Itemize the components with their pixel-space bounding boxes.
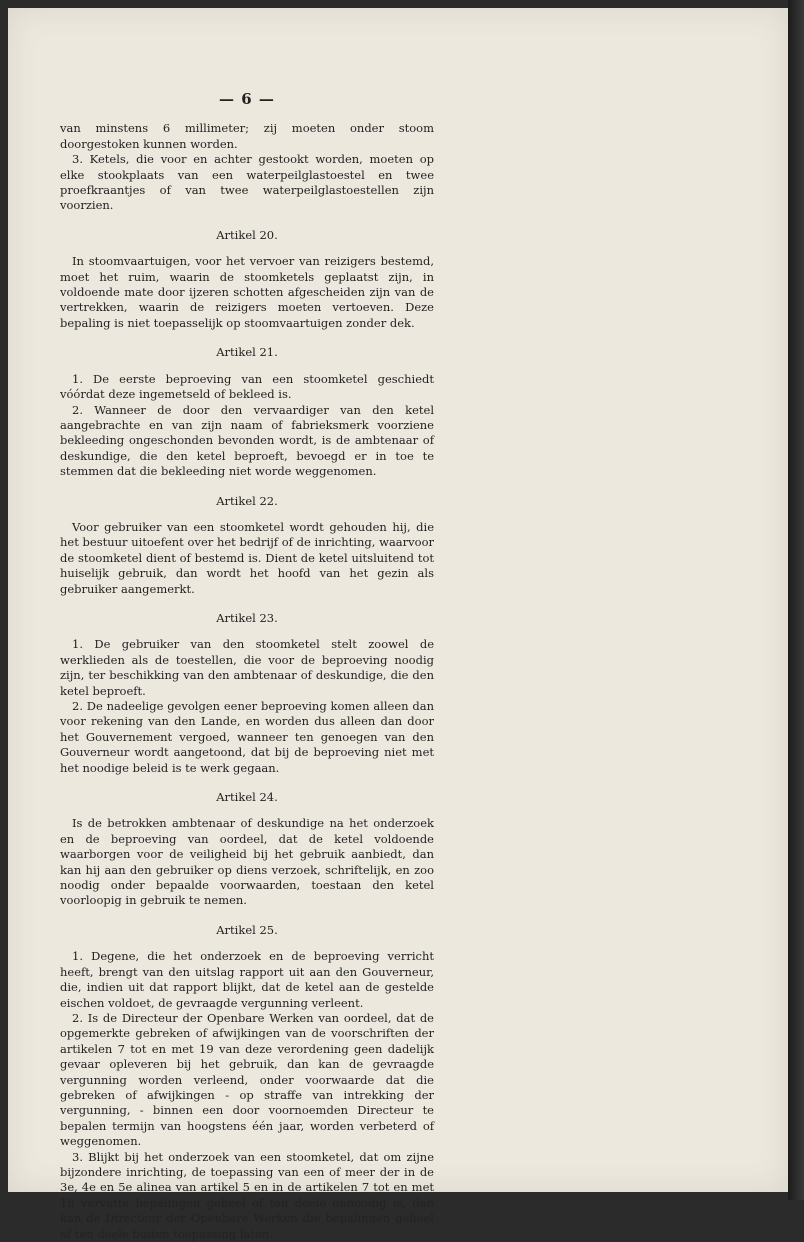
article-paragraph: 2. De nadeelige gevolgen eener beproeving komen alleen dan voor rekening van den Lande, en worden dus alleen dan door het Gouvernement vergoed, wanneer ten genoegen van den Gouverneur wordt aangetoond, dat bij de beproeving niet met het noodige beleid is te werk gegaan. (60, 699, 434, 775)
article-paragraph: 1. Degene, die het onderzoek en de beproeving verricht heeft, brengt van den uitslag rapport uit aan den Gouverneur, die, indien uit dat rapport blijkt, dat de ketel aan de gestelde eischen voldoet, de gevraagde vergunning verleent. (60, 949, 434, 1010)
article-paragraph: 2. Is de Directeur der Openbare Werken van oordeel, dat de opgemerkte gebreken of afwijkingen van de voorschriften der artikelen 7 tot en met 19 van deze verordening geen dadelijk gevaar opleveren bij het gebruik, dan kan de gevraagde vergunning worden verleend, onder voorwaarde dat die gebreken of afwijkingen - op straffe van intrekking der vergunning, - binnen een door voornoemden Directeur te bepalen termijn van hoogstens één jaar, worden verbeterd of weggenomen. (60, 1010, 434, 1149)
article-title: Artikel 24. (216, 790, 278, 805)
article-paragraph: In stoomvaartuigen, voor het vervoer van reizigers bestemd, moet het ruim, waarin de stoomketels geplaatst zijn, in voldoende mate door ijzeren schotten afgescheiden zijn van de vertrekken, waarin de reizigers moeten vertoeven. Deze bepaling is niet toepasselijk op stoomvaartuigen zonder dek. (60, 254, 434, 330)
article-paragraph: Voor gebruiker van een stoomketel wordt gehouden hij, die het bestuur uitoefent over het bedrijf of de inrichting, waarvoor de stoomketel dient of bestemd is. Dient de ketel uitsluitend tot huiselijk gebruik, dan wordt het hoofd van het gezin als gebruiker aangemerkt. (60, 519, 434, 596)
article-paragraph: 1. De eerste beproeving van een stoomketel geschiedt vóórdat deze ingemetseld of bekleed is. (60, 371, 434, 402)
article-title: Artikel 20. (216, 227, 278, 242)
article-title: Artikel 25. (216, 922, 278, 937)
intro-paragraph: van minstens 6 millimeter; zij moeten onder stoom doorgestoken kunnen worden. (60, 121, 434, 151)
page-number: — 6 — (219, 90, 275, 108)
intro-paragraph: 3. Ketels, die voor en achter gestookt worden, moeten op elke stookplaats van een waterpeilglastoestel en twee proefkraantjes of van twee waterpeilglastoestellen zijn voorzien. (60, 152, 434, 213)
document-page (8, 8, 788, 1241)
article-paragraph: Is de betrokken ambtenaar of deskundige na het onderzoek en de beproeving van oordeel, dat de ketel voldoende waarborgen voor de veiligheid bij het gebruik aanbiedt, dan kan hij aan den gebruiker op diens verzoek, schriftelijk, en zoo noodig onder bepaalde voorwaarden, toestaan den ketel voorloopig in gebruik te nemen. (60, 816, 434, 908)
article-paragraph: 2. Wanneer de door den vervaardiger van den ketel aangebrachte en van zijn naam of fabrieksmerk voorziene bekleeding ongeschonden bevonden wordt, is de ambtenaar of deskundige, die den ketel beproeft, bevoegd er in toe te stemmen dat die bekleeding niet worde weggenomen. (60, 402, 434, 479)
page-content (60, 92, 434, 1242)
page-edge (788, 0, 804, 1200)
article-title: Artikel 22. (216, 493, 278, 508)
article-paragraph: 3. Blijkt bij het onderzoek van een stoomketel, dat om zijne bijzondere inrichting, de toepassing van een of meer der in de 3e, 4e en 5e alinea van artikel 5 en in de artikelen 7 tot en met 18 vervatte bepalingen geheel of ten deele onnoodig is, dan kan de Directeur der Openbare Werken die bepalingen geheel of ten deele buiten toepassing laten. (60, 1149, 434, 1241)
article-title: Artikel 21. (216, 345, 278, 360)
article-paragraph: 1. De gebruiker van den stoomketel stelt zoowel de werklieden als de toestellen, die voor de beproeving noodig zijn, ter beschikking van den ambtenaar of deskundige, die den ketel beproeft. (60, 637, 434, 698)
article-title: Artikel 23. (216, 610, 278, 625)
